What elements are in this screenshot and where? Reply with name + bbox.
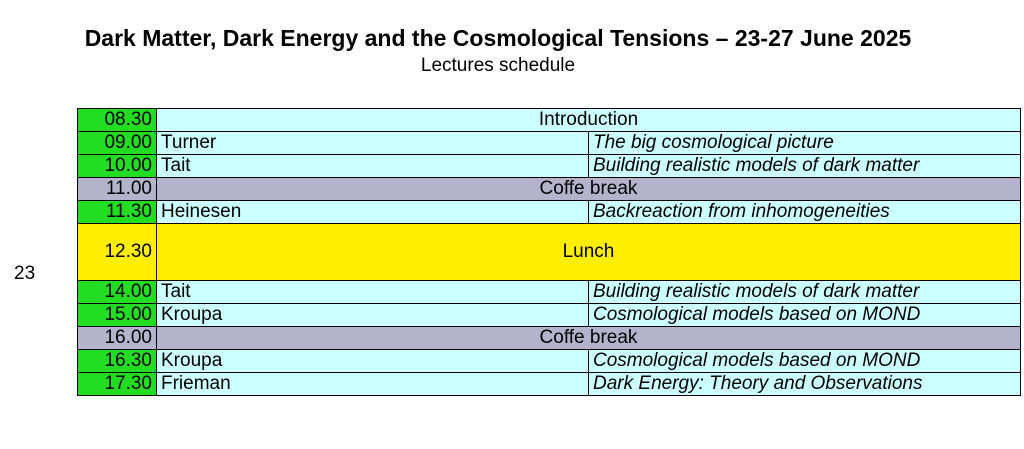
session-label: Introduction [157, 109, 1021, 132]
time-cell: 14.00 [78, 281, 157, 304]
session-label: Coffe break [157, 178, 1021, 201]
schedule-row-lecture [78, 350, 1021, 373]
time-cell: 08.30 [78, 109, 157, 132]
speaker-cell: Tait [157, 281, 589, 304]
speaker-cell: Heinesen [157, 201, 589, 224]
speaker-cell: Kroupa [157, 304, 589, 327]
schedule-row-lecture [78, 132, 1021, 155]
talk-title-cell: The big cosmological picture [589, 132, 1021, 155]
schedule-table [77, 108, 1021, 396]
page-title: Dark Matter, Dark Energy and the Cosmological Tensions – 23-27 June 2025 [84, 25, 912, 51]
page-subtitle: Lectures schedule [420, 55, 576, 76]
time-cell: 11.00 [78, 178, 157, 201]
schedule-row-lecture [78, 155, 1021, 178]
speaker-cell: Kroupa [157, 350, 589, 373]
day-label: 23 [14, 263, 36, 284]
time-cell: 16.30 [78, 350, 157, 373]
session-label: Coffe break [157, 327, 1021, 350]
schedule-row-lecture [78, 373, 1021, 396]
schedule-row-break [78, 327, 1021, 350]
schedule-row-lunch [78, 224, 1021, 281]
speaker-cell: Frieman [157, 373, 589, 396]
time-cell: 09.00 [78, 132, 157, 155]
schedule-row-break [78, 178, 1021, 201]
talk-title-cell: Backreaction from inhomogeneities [589, 201, 1021, 224]
time-cell: 16.00 [78, 327, 157, 350]
talk-title-cell: Building realistic models of dark matter [589, 281, 1021, 304]
time-cell: 10.00 [78, 155, 157, 178]
speaker-cell: Tait [157, 155, 589, 178]
time-cell: 15.00 [78, 304, 157, 327]
talk-title-cell: Cosmological models based on MOND [589, 350, 1021, 373]
schedule-row-lecture [78, 201, 1021, 224]
schedule-row-lecture [78, 281, 1021, 304]
time-cell: 17.30 [78, 373, 157, 396]
schedule-row-lecture [78, 304, 1021, 327]
time-cell: 11.30 [78, 201, 157, 224]
talk-title-cell: Dark Energy: Theory and Observations [589, 373, 1021, 396]
schedule-row-introduction [78, 109, 1021, 132]
session-label: Lunch [157, 224, 1021, 281]
talk-title-cell: Cosmological models based on MOND [589, 304, 1021, 327]
talk-title-cell: Building realistic models of dark matter [589, 155, 1021, 178]
speaker-cell: Turner [157, 132, 589, 155]
time-cell: 12.30 [78, 224, 157, 281]
